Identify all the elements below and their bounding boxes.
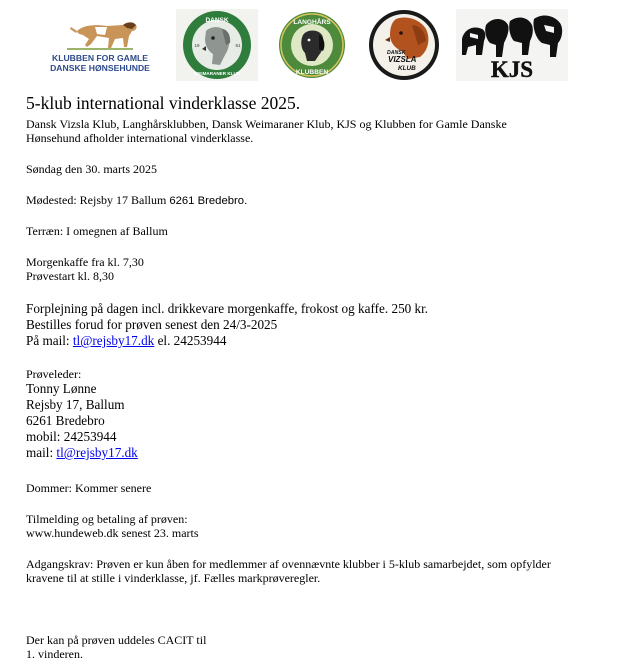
leader-name: Tonny Lønne: [26, 381, 97, 396]
signup: [26, 512, 199, 540]
weimaraner-year-right: 61: [235, 43, 241, 48]
cacit-note: [26, 633, 206, 661]
access-line-1: Adgangskrav: Prøven er kun åben for medlemmer af ovennævnte klubber i 5-klub samarbejdet, som opfylder: [26, 557, 551, 571]
catering-mail-suffix: el. 24253944: [157, 333, 227, 348]
club-logos: [0, 0, 631, 86]
intro-line-2: Hønsehund afholder international vinderklasse.: [26, 131, 254, 145]
signup-line-2: www.hundeweb.dk senest 23. marts: [26, 526, 199, 540]
meeting-place: [26, 193, 247, 208]
leader-mobile: mobil: 24253944: [26, 429, 117, 444]
catering-line-2: Bestilles forud for prøven senest den 24/3-2025: [26, 317, 278, 332]
catering-mail-line: [26, 333, 428, 349]
access-line-2: kravene til at stille i vinderklasse, jf. Fælles markprøveregler.: [26, 571, 321, 585]
weimaraner-logo-top: DANSK: [205, 17, 229, 24]
weimaraner-year-left: 19: [194, 43, 200, 48]
access-requirements: [26, 557, 551, 585]
start-time: Prøvestart kl. 8,30: [26, 269, 114, 283]
intro-line-1: Dansk Vizsla Klub, Langhårsklubben, Dansk Weimaraner Klub, KJS og Klubben for Gamle Danske: [26, 117, 507, 131]
catering: [26, 301, 428, 349]
leader-city: 6261 Bredebro: [26, 413, 105, 428]
langhaar-logo-top: LANGHÅRS: [293, 19, 331, 26]
weimaraner-logo: [176, 9, 258, 81]
event-date: Søndag den 30. marts 2025: [26, 162, 157, 176]
coffee-time: Morgenkaffe fra kl. 7,30: [26, 255, 144, 269]
meeting-label: Mødested: Rejsby 17 Ballum: [26, 193, 167, 207]
schedule: [26, 255, 144, 283]
catering-mail-prefix: På mail:: [26, 333, 70, 348]
catering-mail-link[interactable]: tl@rejsby17.dk: [72, 333, 155, 348]
trial-leader-label: Prøveleder:: [26, 367, 82, 381]
cacit-line-1: Der kan på prøven uddeles CACIT til: [26, 633, 207, 647]
trial-leader-contact: [26, 381, 138, 461]
terrain: Terræn: I omegnen af Ballum: [26, 224, 168, 238]
vizsla-logo: [368, 9, 440, 81]
signup-line-1: Tilmelding og betaling af prøven:: [26, 512, 188, 526]
intro-paragraph: [26, 117, 507, 145]
catering-line-1: Forplejning på dagen incl. drikkevare morgenkaffe, frokost og kaffe. 250 kr.: [26, 301, 429, 316]
gamle-danske-logo: [37, 9, 163, 79]
vizsla-logo-line1: DANSK: [387, 50, 406, 56]
cacit-line-2: 1. vinderen.: [26, 647, 83, 661]
langhaar-logo: [271, 11, 353, 79]
leader-mail-link[interactable]: tl@rejsby17.dk: [56, 445, 138, 460]
vizsla-logo-line3: KLUB: [398, 65, 416, 72]
weimaraner-logo-bottom: WEIMARANER KLUB: [193, 71, 241, 76]
leader-mail-line: [26, 445, 138, 461]
leader-mail-prefix: mail:: [26, 445, 54, 460]
langhaar-logo-bottom: KLUBBEN: [295, 69, 329, 76]
judge: Dommer: Kommer senere: [26, 481, 152, 495]
leader-street: Rejsby 17, Ballum: [26, 397, 125, 412]
vizsla-logo-line2: VIZSLA: [388, 55, 417, 64]
page-title: 5-klub international vinderklasse 2025.: [26, 93, 301, 113]
gamle-logo-text1: KLUBBEN FOR GAMLE: [52, 53, 148, 63]
kjs-logo-text: KJS: [490, 57, 534, 81]
kjs-logo: [456, 9, 568, 81]
gamle-logo-text2: DANSKE HØNSEHUNDE: [50, 63, 150, 73]
meeting-postal: 6261 Bredebro.: [169, 195, 248, 207]
